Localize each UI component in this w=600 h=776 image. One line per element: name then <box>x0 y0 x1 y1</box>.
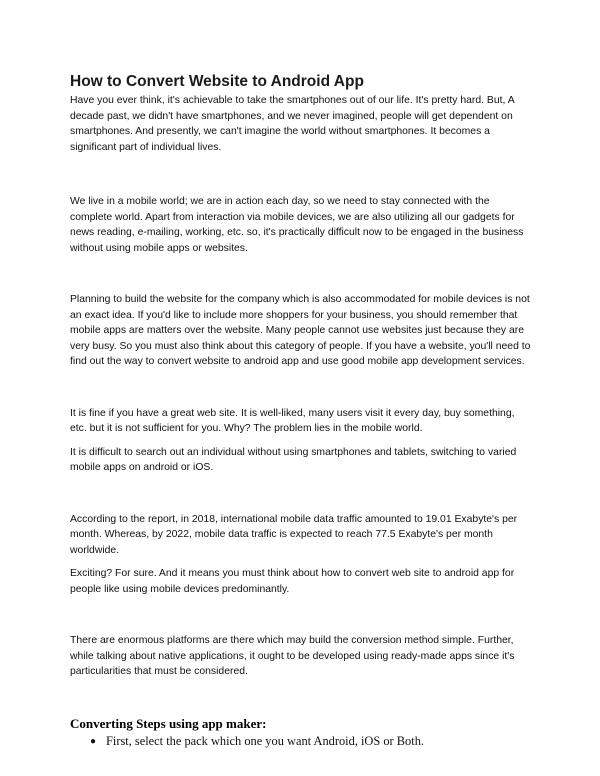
paragraph-mobile-world: We live in a mobile world; we are in action each day, so we need to stay connected with the complete world. Apart from interaction via mobile devices, we are also utilizing all our gadgets for news reading, e-mailing, working, etc. so, it's practically difficult now to be engaged in the business without using mobile apps or websites. <box>70 196 524 254</box>
step-text: First, select the pack which one you want Android, iOS or Both. <box>106 733 424 748</box>
paragraph-spacer <box>70 370 532 406</box>
paragraph-spacer <box>70 256 532 292</box>
paragraph-spacer <box>70 437 532 445</box>
paragraph-spacer <box>70 680 532 716</box>
paragraph-data-traffic: According to the report, in 2018, international mobile data traffic amounted to 19.01 Exabyte's per month. Whereas, by 2022, mobile data traffic is expected to reach 77.5 Exabyte's per month worldwide. <box>70 513 518 556</box>
paragraph-spacer <box>70 155 532 194</box>
paragraph-spacer <box>70 558 532 566</box>
paragraph-spacer <box>70 597 532 633</box>
paragraph-exciting: Exciting? For sure. And it means you must think about how to convert web site to android app for people like using mobile devices predominantly. <box>70 568 515 595</box>
bullet-icon: ● <box>90 735 97 747</box>
paragraph-great-website: It is fine if you have a great web site. It is well-liked, many users visit it every day, buy something, etc. but it is not sufficient for you. Why? The problem lies in the mobile world. <box>70 407 515 434</box>
document-body <box>70 72 532 749</box>
list-item <box>70 734 532 749</box>
paragraph-platforms: There are enormous platforms are there which may build the conversion method simple. Further, while talking about native applications, it ought to be developed using ready-made apps since it's particularities that must be considered. <box>70 635 515 677</box>
paragraph-planning: Planning to build the website for the company which is also accommodated for mobile devices is not an exact idea. If you'd like to include more shoppers for your business, you should remember that mobile apps are matters over the website. Many people cannot use websites just because they are very busy. So you must also think about this category of people. If you have a website, you'll need to find out the way to convert website to android app and use good mobile app development services. <box>70 294 531 367</box>
paragraph-intro: Have you ever think, it's achievable to take the smartphones out of our life. It's pretty hard. But, A decade past, we didn't have smartphones, and we never imagined, people will get dependent on smartphones. And presently, we can't imagine the world without smartphones. It becomes a significant part of individual lives. <box>70 95 515 153</box>
section-subheading: Converting Steps using app maker: <box>70 715 267 731</box>
paragraph-spacer <box>70 476 532 512</box>
paragraph-smartphones-tablets: It is difficult to search out an individual without using smartphones and tablets, switching to varied mobile apps on android or iOS. <box>70 446 517 473</box>
document-title: How to Convert Website to Android App <box>70 73 364 90</box>
steps-list <box>70 734 532 749</box>
